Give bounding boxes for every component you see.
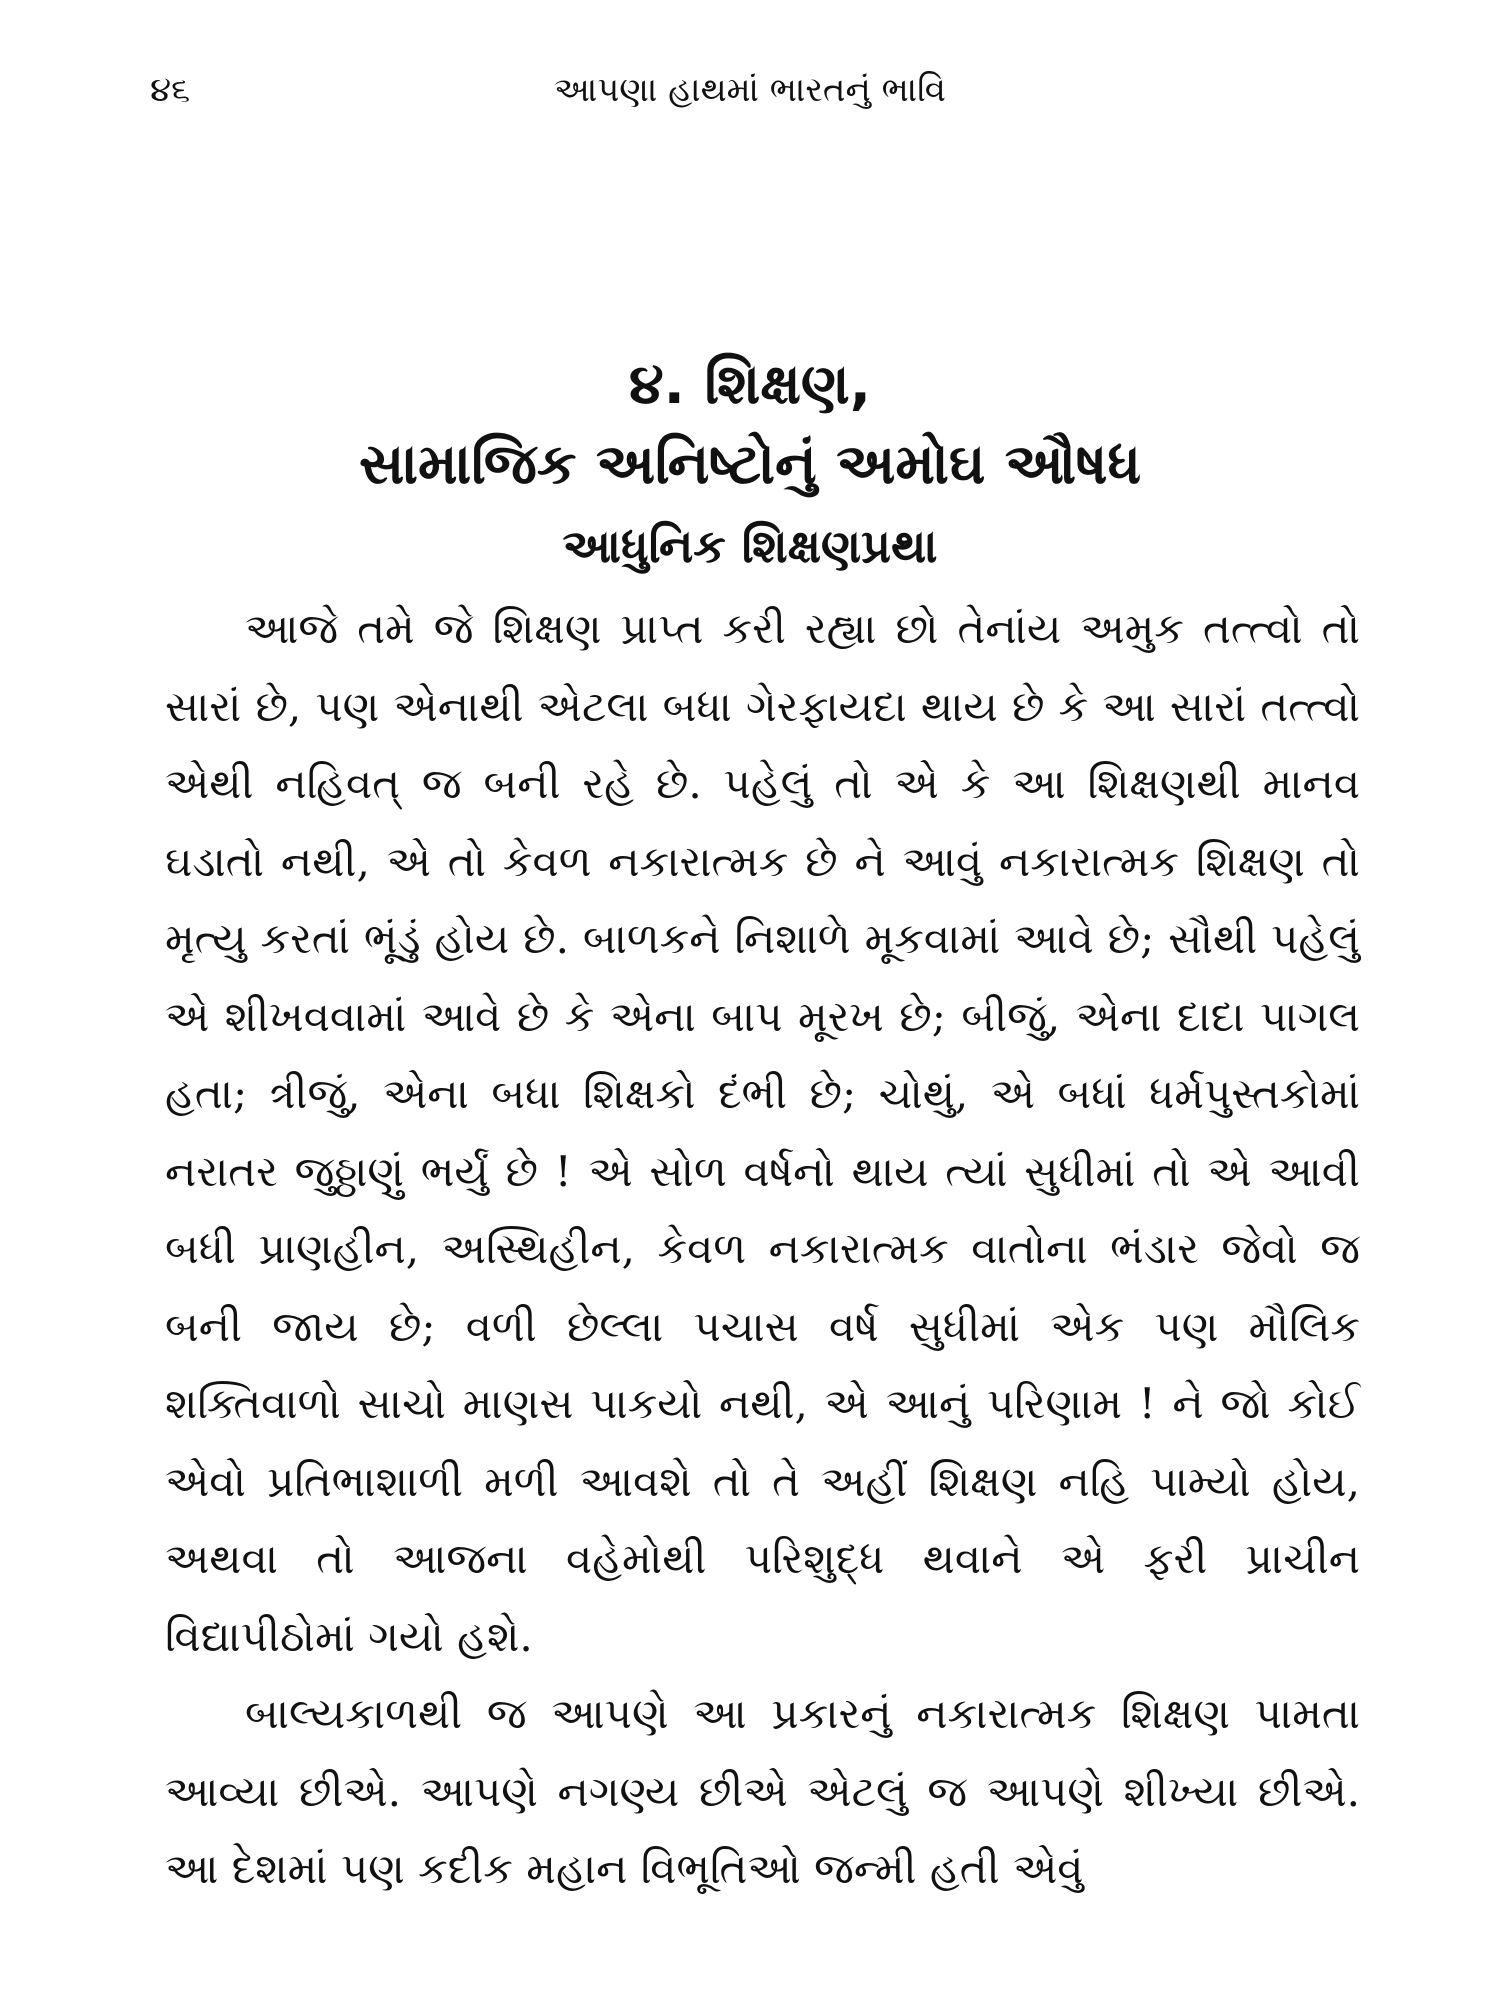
body-text xyxy=(165,590,1360,1908)
paragraph-2: બાલ્યકાળથી જ આપણે આ પ્રકારનું નકારાત્મક શિક્ષણ પામતા આવ્યા છીએ. આપણે નગણ્ય છીએ એટલું જ આપણે શીખ્યા છીએ. આ દેશમાં પણ કદીક મહાન વિભૂતિઓ જન્મી હતી એવું xyxy=(165,1689,1360,1893)
chapter-title-line-1: ૪. શિક્ષણ, xyxy=(628,352,872,417)
running-header xyxy=(140,60,1360,120)
paragraph-1: આજે તમે જે શિક્ષણ પ્રાપ્ત કરી રહ્યા છો તેનાંય અમુક તત્ત્વો તો સારાં છે, પણ એનાથી એટલા બધા ગેરફાયદા થાય છે કે આ સારાં તત્ત્વો એથી નહિવત્ જ બની રહે છે. પહેલું તો એ કે આ શિક્ષણથી માનવ ઘડાતો નથી, એ તો કેવળ નકારાત્મક છે ને આવું નકારાત્મક શિક્ષણ તો મૃત્યુ કરતાં ભૂંડું હોય છે. બાળકને નિશાળે મૂકવામાં આવે છે; સૌથી પહેલું એ શીખવવામાં આવે છે કે એના બાપ મૂરખ છે; બીજું, એના દાદા પાગલ હતા; ત્રીજું, એના બધા શિક્ષકો દંભી છે; ચોથું, એ બધાં ધર્મપુસ્તકોમાં નરાતર જુઠ્ઠાણું ભર્યું છે ! એ સોળ વર્ષનો થાય ત્યાં સુધીમાં તો એ આવી બધી પ્રાણહીન, અસ્થિહીન, કેવળ નકારાત્મક વાતોના ભંડાર જેવો જ બની જાય છે; વળી છેલ્લા પચાસ વર્ષ સુધીમાં એક પણ મૌલિક શક્તિવાળો સાચો માણસ પાકયો નથી, એ આનું પરિણામ ! ને જો કોઈ એવો પ્રતિભાશાળી મળી આવશે તો તે અહીં શિક્ષણ નહિ પામ્યો હોય, અથવા તો આજના વહેમોથી પરિશુદ્ધ થવાને એ ફરી પ્રાચીન વિદ્યાપીઠોમાં ગયો હશે. xyxy=(165,604,1360,1661)
chapter-title-line-2: સામાજિક અનિષ્ટોનું અમોઘ ઔષધ xyxy=(358,432,1142,497)
running-title: આપણા હાથમાં ભારતનું ભાવિ xyxy=(553,70,946,110)
page-number: ૪૬ xyxy=(150,70,191,110)
chapter-heading xyxy=(150,345,1350,581)
section-title: આધુનિક શિક્ષણપ્રથા xyxy=(562,519,938,573)
